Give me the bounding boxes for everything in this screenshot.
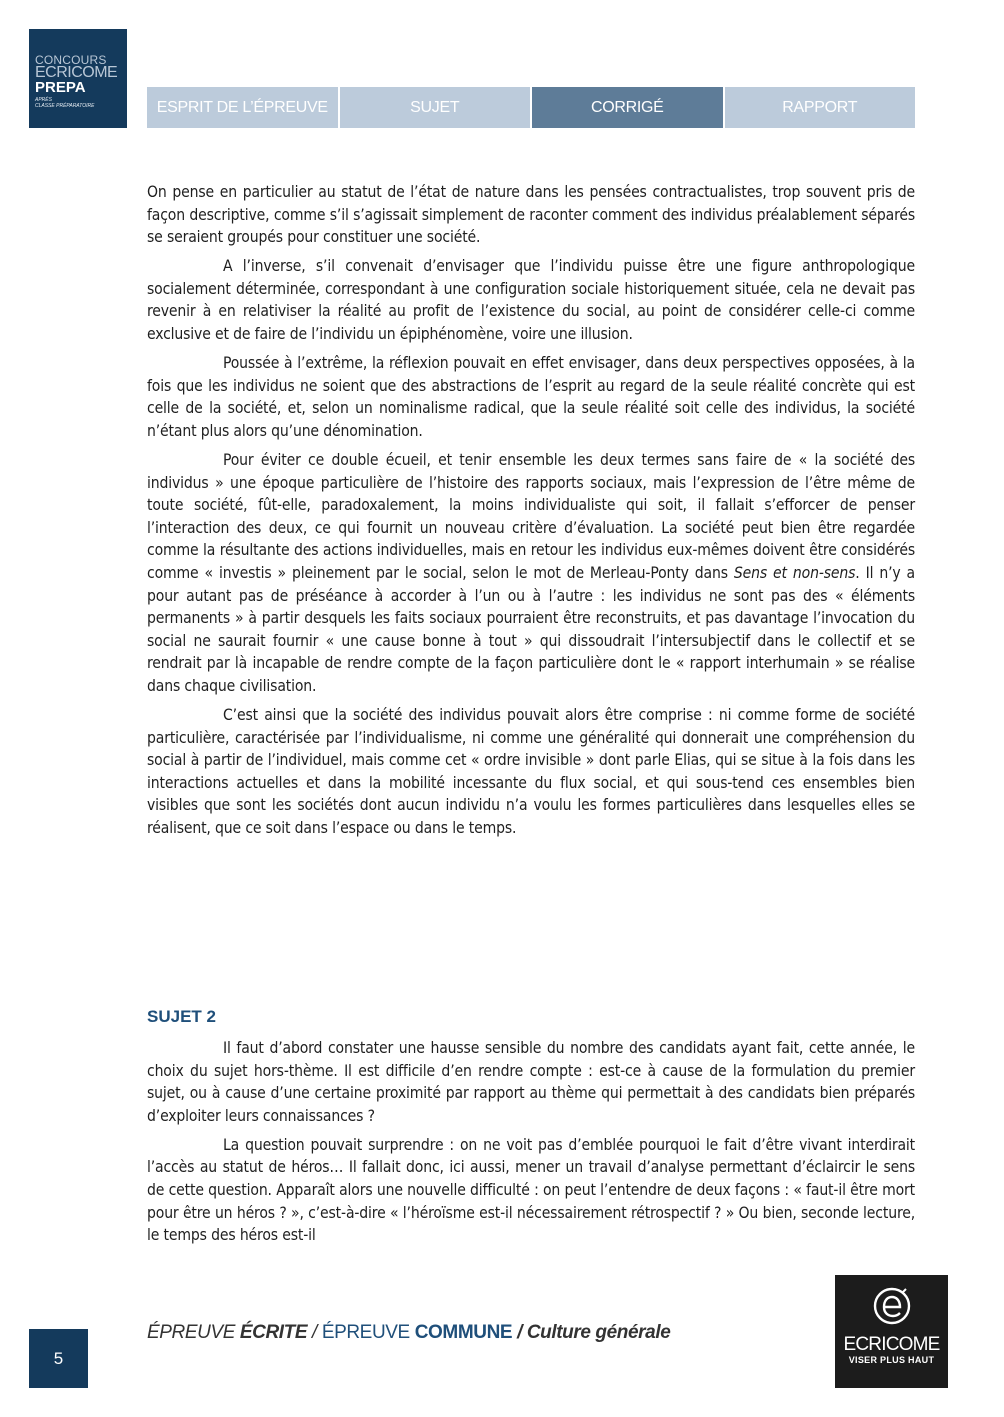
section-2-paragraph-2: La question pouvait surprendre : on ne voit pas d’emblée pourquoi le fait d’être vivant interdirait l’accès au statut de héros… Il fallait donc, ici aussi, mener un travail d’analyse permettant d’éclaircir le sens de cette question. Apparaît alors une nouvelle difficulté : on peut l’entendre de deux façons : « faut-il être mort pour être un héros ? », c’est-à-dire « l’héroïsme est-il nécessairement rétrospectif ? » Ou bien, seconde lecture, le temps des héros est-il xyxy=(147,1135,915,1245)
logo-line-prepa: PREPA xyxy=(35,79,86,96)
footer-part-4: COMMUNE xyxy=(414,1322,513,1343)
paragraph-4-part-a: Pour éviter ce double écueil, et tenir ensemble les deux termes sans faire de « la société des individus » une époque particulière de l’histoire des rapports sociaux, mais l’expression de l’être même de toute société, fût-elle, paradoxalement, la moins individualiste qui soit, il fallait s’efforcer de penser l’interaction des deux, ce qui fournit un nouveau critère d’évaluation. La société peut bien être regardée comme la résultante des actions individuelles, mais en retour les individus eux-mêmes doivent être considérés comme « investis » pleinement par le social, selon le mot de Merleau-Ponty dans xyxy=(147,451,915,582)
tab-sujet[interactable]: SUJET xyxy=(340,87,531,128)
section-heading: SUJET 2 xyxy=(147,1007,216,1026)
footer-title xyxy=(147,1322,670,1344)
tab-corrige[interactable]: CORRIGÉ xyxy=(532,87,723,128)
logo-line-ecricome: ECRICOME xyxy=(35,64,118,81)
footer-part-5: Culture générale xyxy=(526,1322,671,1343)
logo-line-concours: CONCOURS xyxy=(35,53,107,67)
footer-part-3: ÉPREUVE xyxy=(321,1322,415,1343)
footer-part-2: ÉCRITE xyxy=(239,1322,308,1343)
main-text xyxy=(147,181,915,846)
brand-tagline: VISER PLUS HAUT xyxy=(848,1355,935,1365)
footer-sep-1: / xyxy=(307,1322,322,1343)
paragraph-2: A l’inverse, s’il convenait d’envisager que l’individu puisse être une figure anthropologique socialement déterminée, correspondant à une configuration sociale historiquement située, cela ne devait pas revenir à en relativiser la réalité au profit de l’existence du social, au point de considérer celle-ci comme exclusive et de faire de l’individu un épiphénomène, voire une illusion. xyxy=(147,257,915,344)
paragraph-4-part-b: . Il n’y a pour autant pas de préséance à accorder à l’un ou à l’autre : les individus ne sont pas des « éléments permanents » à partir desquels les faits sociaux pourraient être reconstruits, et pas davantage l’invocation du social ne saurait fournir « une cause bonne à tout » qui dissoudrait l’intersubjectif dans le collectif et se rendrait par là incapable de rendre compte de la façon particulière dont le « rapport interhumain » se réalise dans chaque civilisation. xyxy=(147,564,916,695)
paragraph-3: Poussée à l’extrême, la réflexion pouvait en effet envisager, dans deux perspectives opposées, à la fois que les individus ne soient que des abstractions de l’esprit au regard de la seule réalité concrète qui est celle de la société, et, selon un nominalisme radical, que la seule réalité soit celle des individus, la société n’étant plus alors qu’une dénomination. xyxy=(147,354,915,440)
section-tabs xyxy=(147,87,915,128)
footer-part-1: ÉPREUVE xyxy=(147,1322,240,1343)
book-title: Sens et non-sens xyxy=(733,564,856,582)
page-number: 5 xyxy=(29,1329,88,1388)
paragraph-1: On pense en particulier au statut de l’état de nature dans les pensées contractualistes, trop souvent pris de façon descriptive, comme s’il s’agissait simplement de raconter comment des individus préalablement séparés se seraient groupés pour constituer une société. xyxy=(147,183,915,247)
paragraph-4 xyxy=(147,449,915,698)
tab-esprit[interactable]: ESPRIT DE L’ÉPREUVE xyxy=(147,87,338,128)
logo-line-classe: CLASSE PRÉPARATOIRE xyxy=(35,103,95,109)
section-2-paragraph-1: Il faut d’abord constater une hausse sensible du nombre des candidats ayant fait, cette année, le choix du sujet hors-thème. Il est difficile d’en rendre compte : est-ce à cause de la formulation du premier sujet, ou à cause d’une certaine proximité par rapport au thème qui permettait à des candidats bien préparés d’exploiter leurs connaissances ? xyxy=(147,1039,915,1125)
concours-logo xyxy=(29,29,127,128)
ecricome-brand xyxy=(835,1275,948,1388)
ecricome-e-icon xyxy=(869,1283,915,1329)
footer-sep-2: / xyxy=(512,1322,527,1343)
brand-name: ECRICOME xyxy=(843,1334,940,1355)
logo-line-apres: APRÈS xyxy=(35,97,52,103)
tab-rapport[interactable]: RAPPORT xyxy=(725,87,916,128)
section-2-text xyxy=(147,1037,915,1253)
paragraph-5: C’est ainsi que la société des individus pouvait alors être comprise : ni comme forme de société particulière, caractérisée par l’individualisme, ni comme une généralité qui donnerait une compréhension du social à partir de l’individuel, mais comme cet « ordre invisible » dont parle Elias, qui se situe à la fois dans les interactions actuelles et dans la mobilité incessante du flux social, et qui sous-tend ces ensembles bien visibles que sont les sociétés dont aucun individu n’a voulu les formes particulières dans lesquelles elles se réalisent, que ce soit dans l’espace ou dans le temps. xyxy=(147,706,915,838)
